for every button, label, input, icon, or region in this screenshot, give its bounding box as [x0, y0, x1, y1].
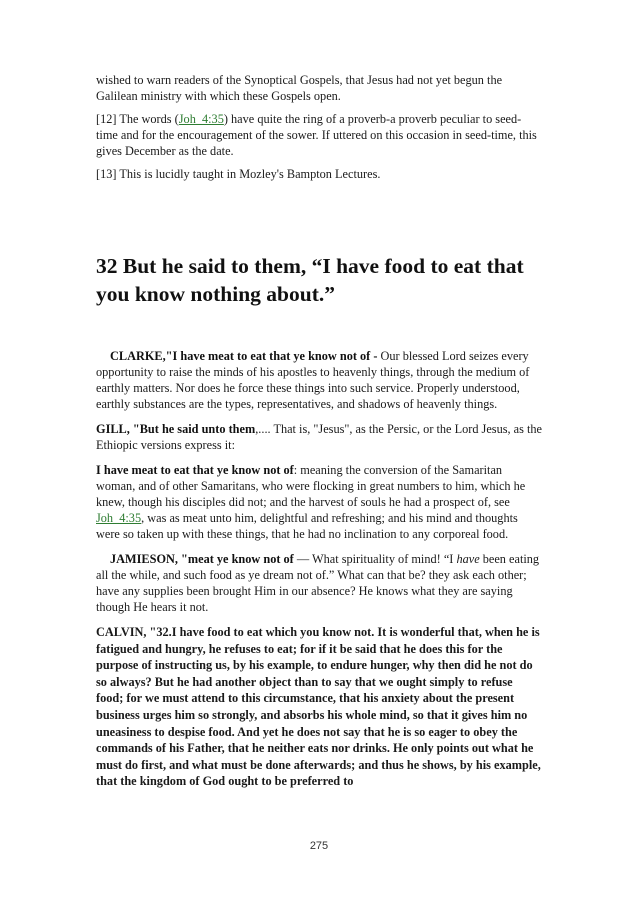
gill-lead: GILL, "But he said unto them: [96, 422, 256, 436]
footnote-13: [13] This is lucidly taught in Mozley's Bampton Lectures.: [96, 167, 381, 181]
clarke-text: Our blessed Lord seizes every opportunity to raise the minds of his apostles to heavenly things, through the medium of earthly matters. Nor does he force these things into such service. Properly understood, earthly substances are the types, representatives, and shadows of heavenly things.: [96, 349, 530, 411]
commentary-section: [96, 348, 542, 797]
document-page: [96, 72, 543, 789]
gill2-text-1: : meaning the conversion of the Samaritan woman, and of other Samaritans, who were flocking in great numbers to him, which he knew, though his disciples did not; and the harvest of souls he had a prospect of, see: [96, 463, 526, 509]
gill-commentary-1: [96, 421, 542, 453]
gill2-lead: I have meat to eat that ye know not of: [96, 463, 294, 477]
scripture-link-joh-4-35[interactable]: Joh_4:35: [178, 112, 224, 126]
jamieson-lead: JAMIESON, "meat ye know not of: [110, 552, 294, 566]
calvin-commentary: CALVIN, "32.I have food to eat which you know not. It is wonderful that, when he is fatigued and hungry, he refuses to eat; for if it be said that he does this for the purpose of instructing us, by his example, to endure hunger, why then did he not do so always? But he had another object than to say that we ought simply to refuse food; for we must attend to this circumstance, that his anxiety about the present business urges him so strongly, and absorbs his whole mind, so that it gives him no uneasiness to despise food. And yet he does not say that he is so eager to obey the commands of his Father, that he neither eats nor drinks. He only points out what he must do first, and what must be done afterwards; and thus he shows, by his example, that the kingdom of God ought to be preferred to: [96, 625, 541, 789]
verse-heading: 32 But he said to them, “I have food to eat that you know nothing about.”: [96, 254, 524, 306]
gill2-text-2: , was as meat unto him, delightful and refreshing; and his mind and thoughts were so taken up with these things, that he had no inclination to any corporeal food.: [96, 511, 518, 541]
footnote-intro: wished to warn readers of the Synoptical Gospels, that Jesus had not yet begun the Galilean ministry with which these Gospels open.: [96, 73, 503, 103]
footnote-12: [96, 111, 542, 159]
jamieson-text-1: — What spirituality of mind! “I: [293, 552, 457, 566]
gill-text: ,.... That is, "Jesus", as the Persic, or the Lord Jesus, as the Ethiopic versions express it:: [96, 422, 543, 452]
jamieson-emphasis: have: [456, 552, 480, 566]
footnote-12-suffix: ) have quite the ring of a proverb-a proverb peculiar to seed-time and for the encouragement of the sower. If uttered on this occasion in seed-time, this gives December as the date.: [96, 112, 537, 158]
scripture-link-joh-4-35-gill[interactable]: Joh_4:35: [96, 511, 142, 525]
jamieson-commentary: [96, 551, 542, 615]
clarke-lead: CLARKE,"I have meat to eat that ye know not of -: [110, 349, 378, 363]
gill-commentary-2: [96, 462, 542, 542]
clarke-commentary: [96, 348, 542, 412]
footnote-12-prefix: [12] The words (: [96, 112, 179, 126]
jamieson-text-2: been eating all the while, and such food as ye dream not of.” What can that be? they ask each other; have any supplies been brought Him in our absence? He knows what they are saying though He hears it not.: [96, 552, 540, 614]
page-number: 275: [309, 840, 329, 852]
